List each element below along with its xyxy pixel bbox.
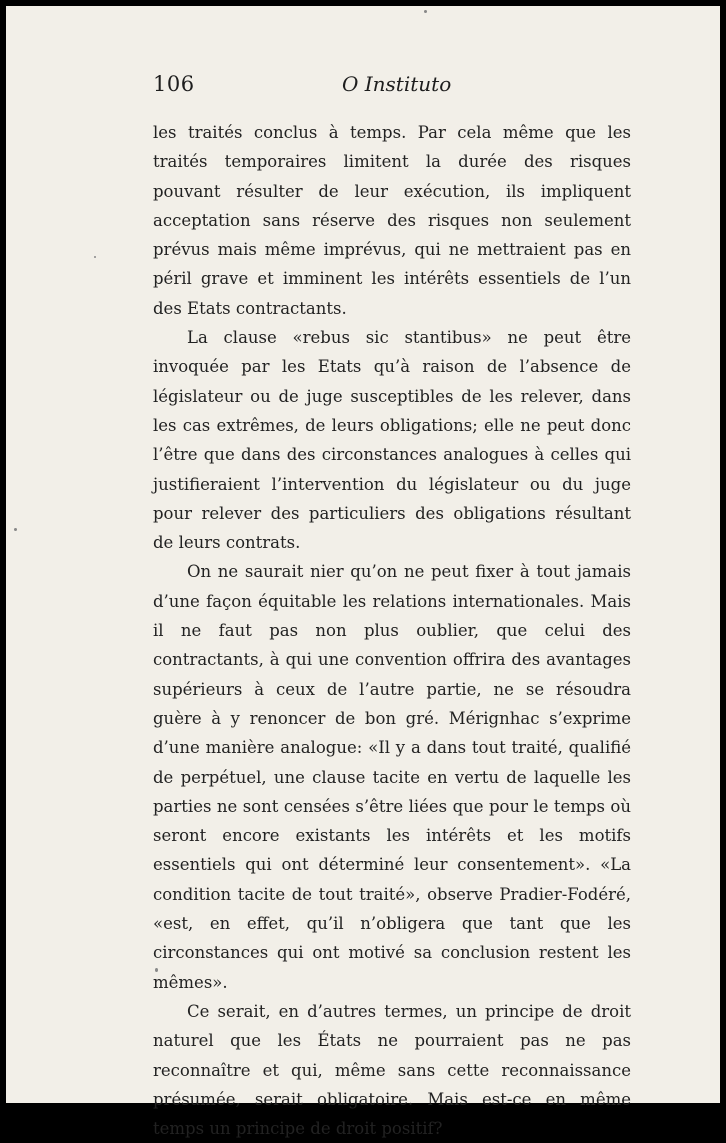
paragraph-1: les traités conclus à temps. Par cela même que les traités temporaires limitent la durée des risques pouvant résulter de leur exécution, ils impliquent acceptation sans réserve des risques non seulement prévus mais même imprévus, qui ne mettraient pas en péril grave et imminent les intérêts essentiels de l’un des Etats contractants. — [153, 123, 631, 318]
book-page — [6, 6, 720, 1139]
paragraph-3: On ne saurait nier qu’on ne peut fixer à tout jamais d’une façon équitable les relations internationales. Mais il ne faut pas non plus oublier, que celui des contractants, à qui une convention offrira des avantages supérieurs à ceux de l’autre partie, ne se résoudra guère à y renoncer de bon gré. Mérignhac s’exprime d’une manière analogue: «Il y a dans tout traité, qualifié de perpétuel, une clause tacite en vertu de laquelle les parties ne sont censées s’être liées que pour le temps où seront encore existants les intérêts et les motifs essentiels qui ont déterminé leur consentement». «La condition tacite de tout traité», observe Pradier-Fodéré, «est, en effet, qu’il n’obligera que tant que les circonstances qui ont motivé sa conclusion restent les mêmes». — [153, 562, 631, 992]
page-number: 106 — [153, 72, 195, 96]
paper-speck — [424, 10, 427, 13]
paper-speck — [155, 968, 158, 972]
paragraph-4: Ce serait, en d’autres termes, un principe de droit naturel que les États ne pourraient pas ne pas reconnaître et qui, même sans cette reconnaissance présumée, serait obligatoire. Mais est-ce en même temps un principe de droit positif? — [153, 1001, 631, 1139]
body-text — [153, 118, 631, 1143]
running-head — [6, 72, 720, 102]
paper-speck — [14, 528, 17, 531]
paragraph-2: La clause «rebus sic stantibus» ne peut être invoquée par les Etats qu’à raison de l’absence de législateur ou de juge susceptibles de les relever, dans les cas extrêmes, de leurs obligations; elle ne peut donc l’être que dans des circonstances analogues à celles qui justifieraient l’intervention du législateur ou du juge pour relever des particuliers des obligations résultant de leurs contrats. — [153, 328, 631, 553]
paper-speck — [94, 256, 96, 258]
journal-title: O Instituto — [342, 72, 452, 96]
